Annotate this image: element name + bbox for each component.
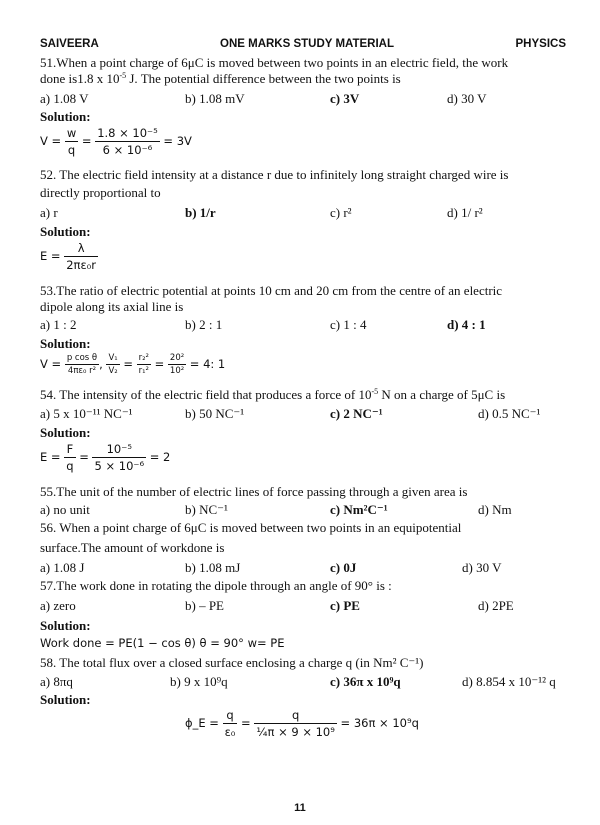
q51-option-b: b) 1.08 mV	[185, 91, 245, 106]
q58-option-c: c) 36π x 10⁹q	[330, 674, 401, 689]
q51-option-d: d) 30 V	[447, 91, 487, 106]
q51-option-c: c) 3V	[330, 91, 360, 106]
q51-option-a: a) 1.08 V	[40, 91, 89, 106]
q51-line2: done is1.8 x $10^{-5}$ J. The potential difference between the two points is	[40, 71, 401, 86]
q53-line1: 53.The ratio of electric potential at points 10 cm and 20 cm from the centre of an electric	[40, 283, 503, 298]
q52-line2: directly proportional to	[40, 185, 161, 200]
q56-option-a: a) 1.08 J	[40, 560, 85, 575]
q52-option-a: a) r	[40, 205, 58, 220]
q58-solution-label: Solution:	[40, 692, 91, 707]
page-header	[40, 38, 566, 54]
q58-line1: 58. The total flux over a closed surface enclosing a charge q (in Nm² C⁻¹)	[40, 655, 424, 670]
q51-solution-equation: V = $\frac{w}{q}$ = $\frac{\text{1.8 × 10⁻⁵}}{\text{6 × 10⁻⁶}}$ = 3V	[40, 126, 192, 157]
q54-option-c: c) 2 NC⁻¹	[330, 406, 383, 421]
q53-option-c: c) 1 : 4	[330, 317, 367, 332]
q54-option-b: b) 50 NC⁻¹	[185, 406, 245, 421]
q53-option-a: a) 1 : 2	[40, 317, 77, 332]
q54-option-a: a) 5 x 10⁻¹¹ NC⁻¹	[40, 406, 133, 421]
q53-solution-label: Solution:	[40, 336, 91, 351]
q56-option-c: c) 0J	[330, 560, 357, 575]
q53-line2: dipole along its axial line is	[40, 299, 184, 314]
header-title: ONE MARKS STUDY MATERIAL	[220, 38, 394, 50]
q57-solution-equation: Work done = PE(1 − cos θ) θ = 90° w= PE	[40, 636, 285, 650]
q57-option-c: c) PE	[330, 598, 360, 613]
q55-option-b: b) NC⁻¹	[185, 502, 228, 517]
q55-line1: 55.The unit of the number of electric lines of force passing through a given area is	[40, 484, 468, 499]
q55-option-c: c) Nm²C⁻¹	[330, 502, 388, 517]
q52-option-c: c) r²	[330, 205, 352, 220]
q53-option-b: b) 2 : 1	[185, 317, 223, 332]
header-subject: PHYSICS	[515, 38, 566, 50]
q56-option-d: d) 30 V	[462, 560, 502, 575]
q51-solution-label: Solution:	[40, 109, 91, 124]
q52-option-d: d) 1/ r²	[447, 205, 483, 220]
q52-solution-label: Solution:	[40, 224, 91, 239]
q53-solution-equation: V = $\frac{\text{p cos θ}}{\text{4πε₀ r²}}$ , $\frac{\text{V₁}}{\text{V₂}}$ = $\frac{\text{r₂²}}{\text{r₁²}}$ = $\frac{\text{20²}}{\text{10²}}$ = 4: 1	[40, 353, 226, 376]
q51-line1: 51.When a point charge of 6μC is moved between two points in an electric field, the work	[40, 55, 509, 70]
q54-option-d: d) 0.5 NC⁻¹	[478, 406, 541, 421]
q52-solution-equation: E = $\frac{\lambda}{\text{2πε₀r}}$	[40, 241, 97, 272]
q53-option-d: d) 4 : 1	[447, 317, 486, 332]
q56-line1: 56. When a point charge of 6μC is moved between two points in an equipotential	[40, 520, 462, 535]
q54-solution-label: Solution:	[40, 425, 91, 440]
header-school: SAIVEERA	[40, 38, 99, 50]
q58-solution-equation: ϕ_E = $\frac{q}{\text{ε₀}}$ = $\frac{q}{\text{¹⁄₄π × 9 × 10⁹}}$ = 36π × 10⁹q	[185, 708, 419, 739]
q52-line1: 52. The electric field intensity at a distance r due to infinitely long straight charged wire is	[40, 167, 509, 182]
q58-option-a: a) 8πq	[40, 674, 73, 689]
q57-option-b: b) – PE	[185, 598, 224, 613]
q57-solution-label: Solution:	[40, 618, 91, 633]
q56-line2: surface.The amount of workdone is	[40, 540, 225, 555]
q57-line1: 57.The work done in rotating the dipole through an angle of 90° is :	[40, 578, 392, 593]
q58-option-b: b) 9 x 10⁹q	[170, 674, 228, 689]
q52-option-b: b) 1/r	[185, 205, 216, 220]
q55-option-d: d) Nm	[478, 502, 512, 517]
q56-option-b: b) 1.08 mJ	[185, 560, 241, 575]
page-number: 11	[294, 802, 306, 814]
q57-option-a: a) zero	[40, 598, 76, 613]
q55-option-a: a) no unit	[40, 502, 90, 517]
q57-option-d: d) 2PE	[478, 598, 514, 613]
q54-solution-equation: E = $\frac{F}{q}$ = $\frac{\text{10⁻⁵}}{\text{5 × 10⁻⁶}}$ = 2	[40, 442, 171, 473]
q58-option-d: d) 8.854 x 10⁻¹² q	[462, 674, 556, 689]
q54-line1: 54. The intensity of the electric field that produces a force of $10^{-5}$ N on a charge of 5μC is	[40, 387, 506, 402]
